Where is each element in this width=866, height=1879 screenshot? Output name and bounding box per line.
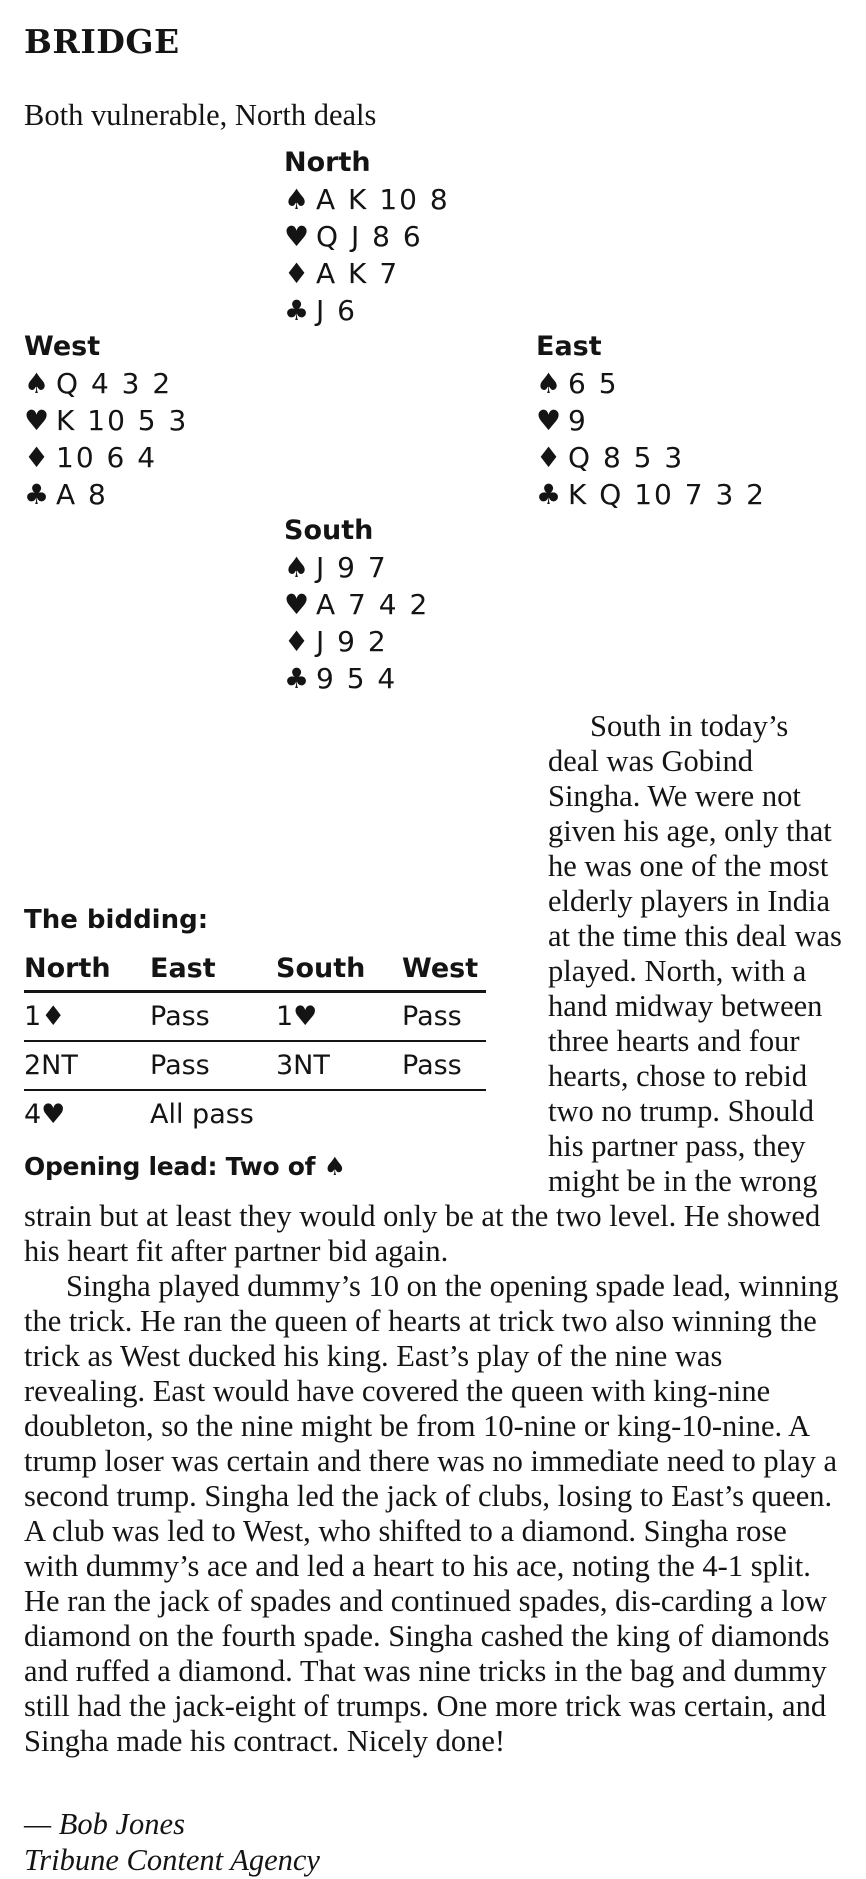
hand-east-name: East xyxy=(536,331,602,362)
bidding-table xyxy=(24,949,486,1138)
bidding-row xyxy=(24,1090,486,1138)
bidding-label: The bidding: xyxy=(24,905,209,935)
article-paragraph-1-text: South in today’s deal was Gobind Singha. We were not given his age, only that he was one of the most elderly players in India at the time this deal was played. North, with a hand midway between three hearts and four hearts, chose to rebid two no trump. Should his partner pass, they might be in the wrong strain but at least they would only be at the two level. He showed his heart fit after partner bid again. xyxy=(24,709,842,1268)
bid-cell: 1♥ xyxy=(276,992,402,1042)
deal-conditions: Both vulnerable, North deals xyxy=(24,98,377,132)
bidding-box xyxy=(24,905,486,1182)
byline-author: — Bob Jones xyxy=(24,1807,185,1841)
hand-west xyxy=(24,328,188,513)
heart-icon: ♥ xyxy=(24,404,50,437)
article-paragraph-2 xyxy=(24,1269,844,1759)
spade-icon: ♠ xyxy=(284,183,310,216)
diamond-icon: ♦ xyxy=(24,441,50,474)
south-clubs: 9 5 4 xyxy=(316,662,398,695)
north-hearts: Q J 8 6 xyxy=(316,220,423,253)
bidding-row xyxy=(24,992,486,1042)
heart-icon: ♥ xyxy=(284,588,310,621)
article-paragraph-2-text: Singha played dummy’s 10 on the opening spade lead, winning the trick. He ran the queen of hearts at trick two also winning the trick as West ducked his king. East’s play of the nine was revealing. East would have covered the queen with king-nine doubleton, so the nine might be from 10-nine or king-10-nine. A trump loser was certain and there was no immediate need to play a second trump. Singha led the jack of clubs, losing to East’s queen. A club was led to West, who shifted to a diamond. Singha rose with dummy’s ace and led a heart to his ace, noting the 4-1 split. He ran the jack of spades and continued spades, dis-carding a low diamond on the fourth spade. Singha cashed the king of diamonds and ruffed a diamond. That was nine tricks in the bag and dummy still had the jack-eight of trumps. One more trick was certain, and Singha made his contract. Nicely done! xyxy=(24,1269,839,1758)
east-spades: 6 5 xyxy=(568,367,619,400)
north-spades: A K 10 8 xyxy=(316,183,450,216)
east-hearts: 9 xyxy=(568,404,588,437)
south-spades: J 9 7 xyxy=(316,551,388,584)
bid-cell: Pass xyxy=(402,992,486,1042)
north-diamonds: A K 7 xyxy=(316,257,400,290)
east-diamonds: Q 8 5 3 xyxy=(568,441,685,474)
south-diamonds: J 9 2 xyxy=(316,625,388,658)
bid-cell: 3NT xyxy=(276,1041,402,1090)
club-icon: ♣ xyxy=(284,662,310,695)
south-hearts: A 7 4 2 xyxy=(316,588,430,621)
west-spades: Q 4 3 2 xyxy=(56,367,173,400)
hand-east xyxy=(536,328,766,513)
byline-agency: Tribune Content Agency xyxy=(24,1843,320,1877)
bidding-row xyxy=(24,1041,486,1090)
diamond-icon: ♦ xyxy=(284,257,310,290)
bid-cell: 4♥ xyxy=(24,1099,66,1130)
bid-cell: Pass xyxy=(150,992,276,1042)
west-hearts: K 10 5 3 xyxy=(56,404,189,437)
club-icon: ♣ xyxy=(24,478,50,511)
column-title: BRIDGE xyxy=(24,22,180,61)
article-body xyxy=(24,709,844,1759)
spade-icon: ♠ xyxy=(24,367,50,400)
bidding-header-row xyxy=(24,949,486,992)
diamond-icon: ♦ xyxy=(284,625,310,658)
spade-icon: ♠ xyxy=(284,551,310,584)
bid-cell: All pass xyxy=(150,1099,254,1130)
heart-icon: ♥ xyxy=(536,404,562,437)
hand-north-name: North xyxy=(284,147,371,178)
hand-west-name: West xyxy=(24,331,101,362)
bid-cell: Pass xyxy=(150,1041,276,1090)
bid-cell xyxy=(402,1090,486,1138)
bid-header: East xyxy=(150,949,276,992)
north-clubs: J 6 xyxy=(316,294,357,327)
hand-south xyxy=(284,512,429,697)
hand-south-name: South xyxy=(284,515,374,546)
club-icon: ♣ xyxy=(536,478,562,511)
opening-lead: Opening lead: Two of ♠ xyxy=(24,1152,346,1181)
east-clubs: K Q 10 7 3 2 xyxy=(568,478,766,511)
bid-cell: 1♦ xyxy=(24,992,150,1042)
west-clubs: A 8 xyxy=(56,478,108,511)
hand-north xyxy=(284,144,450,329)
heart-icon: ♥ xyxy=(284,220,310,253)
spade-icon: ♠ xyxy=(536,367,562,400)
diamond-icon: ♦ xyxy=(536,441,562,474)
bid-header: West xyxy=(402,949,486,992)
bid-header: North xyxy=(24,949,150,992)
bid-header: South xyxy=(276,949,402,992)
club-icon: ♣ xyxy=(284,294,310,327)
west-diamonds: 10 6 4 xyxy=(56,441,158,474)
bid-cell xyxy=(276,1090,402,1138)
bid-cell: 2NT xyxy=(24,1041,150,1090)
bid-cell: Pass xyxy=(402,1041,486,1090)
